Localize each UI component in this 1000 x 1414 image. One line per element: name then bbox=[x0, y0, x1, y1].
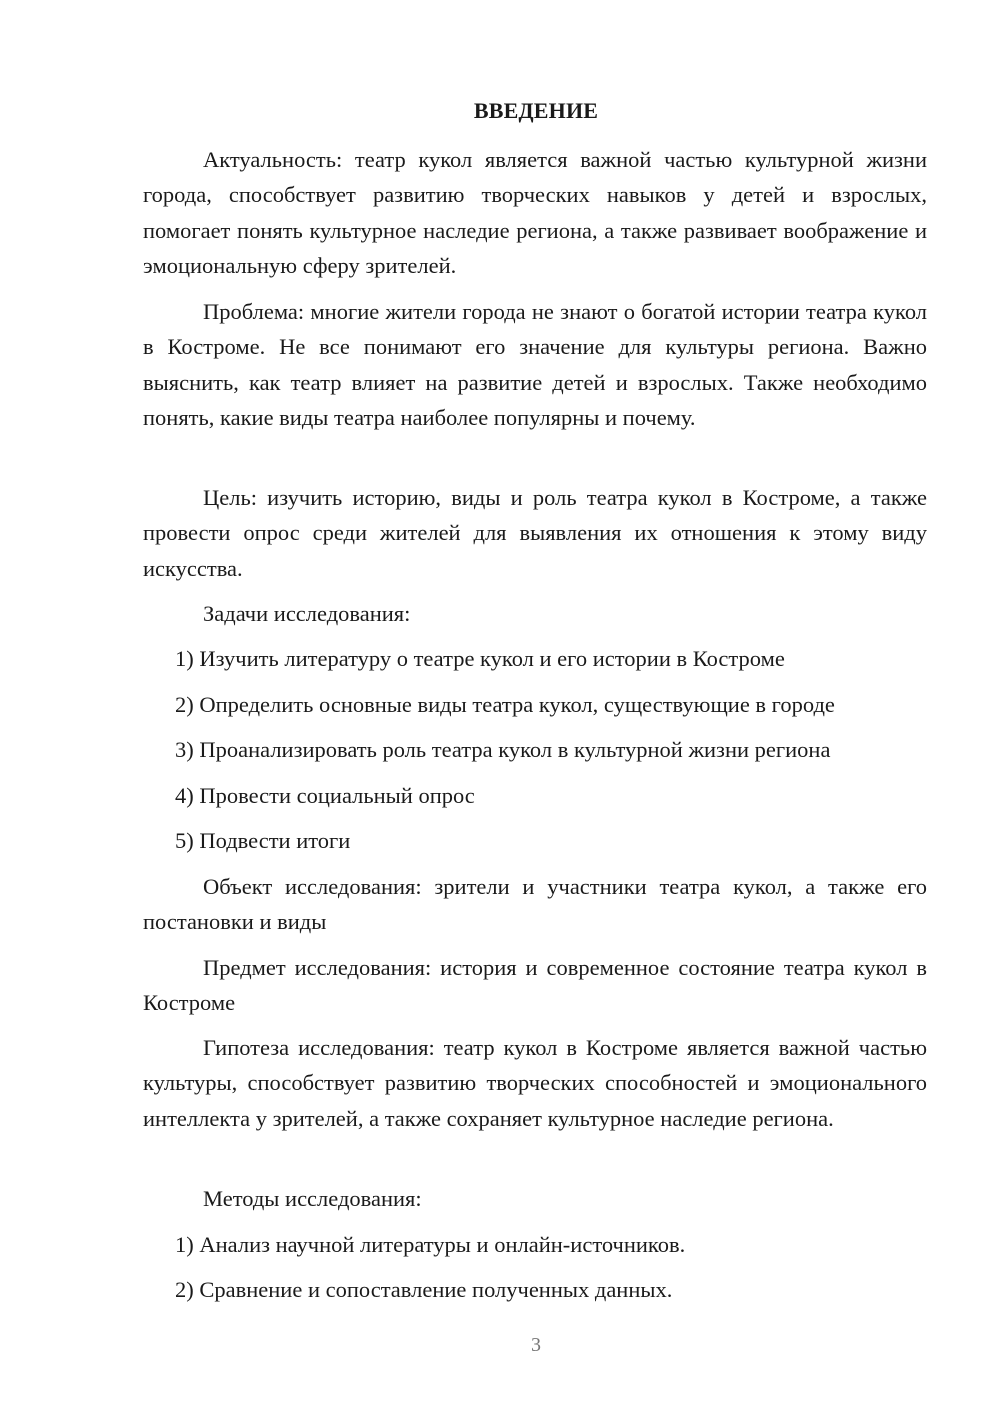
problem-block bbox=[143, 294, 927, 435]
hypothesis-paragraph: Гипотеза исследования: театр кукол в Костроме является важной частью культуры, способствует развитию творческих способностей и эмоционального интеллекта у зрителей, а также сохраняет культурное наследие региона. bbox=[143, 1035, 927, 1131]
task-item-3-block bbox=[143, 732, 927, 767]
tasks-heading-block bbox=[143, 596, 927, 631]
hypothesis-block bbox=[143, 1030, 927, 1136]
task-item-4: 4) Провести социальный опрос bbox=[175, 783, 475, 808]
relevance-block bbox=[143, 142, 927, 283]
goal-paragraph: Цель: изучить историю, виды и роль театра кукол в Костроме, а также провести опрос среди жителей для выявления их отношения к этому виду искусства. bbox=[143, 485, 927, 581]
task-item-3: 3) Проанализировать роль театра кукол в культурной жизни региона bbox=[175, 737, 831, 762]
method-item-2: 2) Сравнение и сопоставление полученных данных. bbox=[175, 1277, 673, 1302]
object-paragraph: Объект исследования: зрители и участники театра кукол, а также его постановки и виды bbox=[143, 874, 927, 935]
tasks-heading: Задачи исследования: bbox=[203, 601, 411, 626]
goal-block bbox=[143, 480, 927, 586]
relevance-paragraph: Актуальность: театр кукол является важной частью культурной жизни города, способствует развитию творческих навыков у детей и взрослых, помогает понять культурное наследие региона, а также развивает воображение и эмоциональную сферу зрителей. bbox=[143, 147, 927, 278]
method-item-2-block bbox=[143, 1272, 927, 1307]
problem-paragraph: Проблема: многие жители города не знают о богатой истории театра кукол в Костроме. Не все понимают его значение для культуры региона. Важно выяснить, как театр влияет на развитие детей и взрослых. Также необходимо понять, какие виды театра наиболее популярны и почему. bbox=[143, 299, 927, 430]
method-item-1-block bbox=[143, 1227, 927, 1262]
section-title: ВВЕДЕНИЕ bbox=[473, 98, 599, 123]
task-item-2: 2) Определить основные виды театра кукол, существующие в городе bbox=[175, 692, 835, 717]
methods-heading-block bbox=[143, 1181, 927, 1216]
method-item-1: 1) Анализ научной литературы и онлайн-источников. bbox=[175, 1232, 686, 1257]
task-item-4-block bbox=[143, 778, 927, 813]
page-number: 3 bbox=[531, 1334, 541, 1356]
subject-paragraph: Предмет исследования: история и современное состояние театра кукол в Костроме bbox=[143, 955, 927, 1016]
task-item-1-block bbox=[143, 641, 927, 676]
subject-block bbox=[143, 950, 927, 1021]
task-item-2-block bbox=[143, 687, 927, 722]
task-item-1: 1) Изучить литературу о театре кукол и его истории в Костроме bbox=[175, 646, 785, 671]
task-item-5: 5) Подвести итоги bbox=[175, 828, 351, 853]
task-item-5-block bbox=[143, 823, 927, 858]
methods-heading: Методы исследования: bbox=[203, 1186, 422, 1211]
object-block bbox=[143, 869, 927, 940]
